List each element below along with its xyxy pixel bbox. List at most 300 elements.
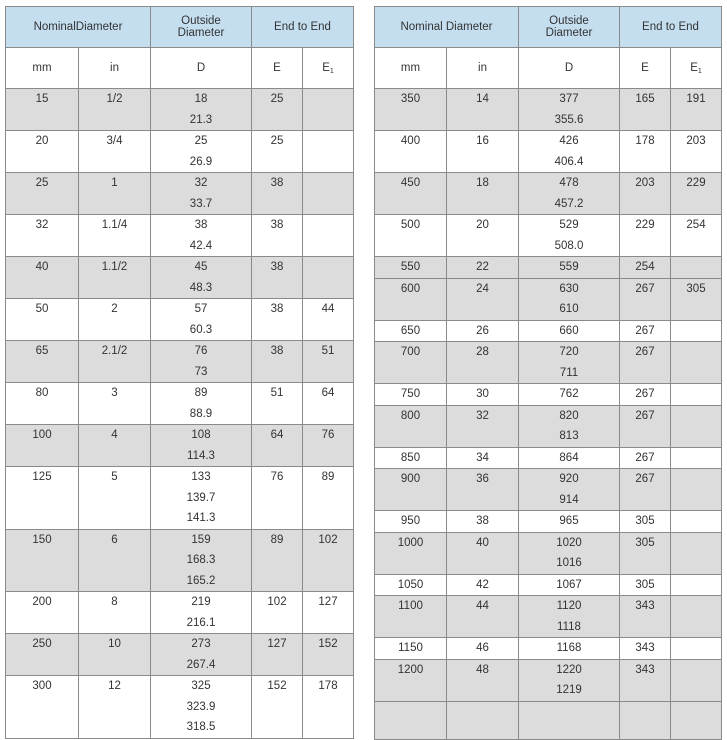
cell-in-value: 22 bbox=[476, 261, 489, 273]
cell-in-value: 16 bbox=[476, 135, 489, 147]
cell-in-value: 3/4 bbox=[106, 135, 123, 147]
cell-e1-value: 203 bbox=[686, 135, 706, 147]
subheader-in: in bbox=[447, 48, 519, 89]
cell-e1-value: 89 bbox=[321, 471, 335, 483]
cell-e bbox=[252, 529, 303, 592]
cell-e bbox=[252, 89, 303, 131]
cell-e-value: 25 bbox=[270, 93, 284, 105]
table-row bbox=[375, 574, 722, 596]
cell-e1 bbox=[671, 701, 722, 739]
outside-diameter-value: 26.9 bbox=[189, 155, 213, 168]
cell-in bbox=[79, 529, 151, 592]
cell-outside-diameter bbox=[519, 469, 620, 511]
cell-mm bbox=[6, 299, 79, 341]
table-row bbox=[375, 320, 722, 342]
cell-mm bbox=[6, 634, 79, 676]
cell-mm bbox=[375, 131, 447, 173]
cell-e1-value: 127 bbox=[318, 596, 338, 608]
cell-e bbox=[620, 131, 671, 173]
cell-e1-value: 254 bbox=[686, 219, 706, 231]
cell-outside-diameter bbox=[519, 511, 620, 533]
cell-e-value: 267 bbox=[635, 388, 655, 400]
cell-e1 bbox=[303, 341, 354, 383]
outside-diameter-value: 219 bbox=[191, 596, 211, 608]
cell-mm bbox=[375, 215, 447, 257]
cell-outside-diameter bbox=[151, 634, 252, 676]
cell-mm bbox=[6, 467, 79, 530]
outside-diameter-value: 508.0 bbox=[554, 239, 584, 252]
cell-mm-value: 250 bbox=[32, 638, 52, 650]
cell-in-value: 4 bbox=[111, 429, 118, 441]
outside-diameter-value: 57 bbox=[194, 303, 208, 315]
cell-mm bbox=[6, 173, 79, 215]
table-row bbox=[6, 299, 354, 341]
cell-e bbox=[620, 278, 671, 320]
cell-e1 bbox=[671, 131, 722, 173]
cell-e1 bbox=[303, 215, 354, 257]
table-row bbox=[375, 447, 722, 469]
header-outside-line2: Diameter bbox=[177, 27, 225, 39]
cell-e1 bbox=[303, 529, 354, 592]
cell-mm bbox=[375, 257, 447, 279]
cell-mm-value: 65 bbox=[35, 345, 49, 357]
cell-mm-value: 700 bbox=[400, 346, 421, 358]
outside-diameter-value: 89 bbox=[194, 387, 208, 399]
cell-e bbox=[252, 215, 303, 257]
cell-in bbox=[447, 342, 519, 384]
cell-mm bbox=[375, 469, 447, 511]
cell-in bbox=[79, 467, 151, 530]
cell-e-value: 165 bbox=[635, 93, 655, 105]
cell-e-value: 51 bbox=[270, 387, 284, 399]
cell-in bbox=[447, 659, 519, 701]
cell-e1 bbox=[671, 659, 722, 701]
cell-mm-value: 80 bbox=[35, 387, 49, 399]
outside-diameter-value: 88.9 bbox=[189, 407, 213, 420]
cell-outside-diameter bbox=[151, 131, 252, 173]
cell-e bbox=[620, 701, 671, 739]
cell-in bbox=[79, 299, 151, 341]
cell-in-value: 18 bbox=[476, 177, 489, 189]
cell-in-value: 38 bbox=[476, 515, 489, 527]
cell-in bbox=[79, 257, 151, 299]
cell-mm bbox=[375, 511, 447, 533]
cell-e bbox=[252, 341, 303, 383]
cell-e1-value: 305 bbox=[686, 282, 706, 295]
outside-diameter-value: 323.9 bbox=[186, 700, 216, 713]
outside-diameter-value: 76 bbox=[194, 345, 208, 357]
outside-diameter-value: 711 bbox=[559, 366, 579, 379]
outside-diameter-value: 630 bbox=[559, 282, 579, 295]
cell-e1 bbox=[671, 638, 722, 660]
cell-in-value: 1 bbox=[111, 177, 118, 189]
table-row bbox=[375, 405, 722, 447]
table-row bbox=[6, 425, 354, 467]
cell-mm bbox=[375, 659, 447, 701]
cell-e1 bbox=[671, 257, 722, 279]
table-body bbox=[6, 89, 354, 739]
cell-e-value: 38 bbox=[270, 261, 284, 273]
cell-mm-value: 32 bbox=[35, 219, 49, 231]
outside-diameter-value: 165.2 bbox=[186, 574, 216, 587]
cell-outside-diameter bbox=[151, 341, 252, 383]
cell-in bbox=[447, 320, 519, 342]
outside-diameter-value: 45 bbox=[194, 261, 208, 273]
cell-e-value: 25 bbox=[270, 135, 284, 147]
header-end-to-end: End to End bbox=[620, 7, 722, 48]
subheader-d: D bbox=[151, 48, 252, 89]
header-nominal-diameter: Nominal Diameter bbox=[375, 7, 519, 48]
cell-e1 bbox=[671, 278, 722, 320]
cell-e1 bbox=[303, 299, 354, 341]
outside-diameter-value: 267.4 bbox=[186, 658, 216, 671]
outside-diameter-value: 33.7 bbox=[189, 197, 213, 210]
cell-mm-value: 125 bbox=[32, 471, 52, 483]
cell-e-value: 102 bbox=[267, 596, 287, 608]
subheader-e1-subscript: 1 bbox=[697, 67, 702, 75]
cell-e-value: 267 bbox=[635, 346, 655, 358]
outside-diameter-value: 273 bbox=[191, 638, 211, 650]
cell-e bbox=[252, 173, 303, 215]
cell-in bbox=[447, 257, 519, 279]
table-row bbox=[375, 215, 722, 257]
cell-in bbox=[447, 532, 519, 574]
cell-in-value: 1/2 bbox=[106, 93, 123, 105]
outside-diameter-value: 139.7 bbox=[186, 491, 216, 504]
outside-diameter-value: 914 bbox=[559, 493, 579, 506]
cell-e bbox=[620, 384, 671, 406]
table-row bbox=[6, 529, 354, 592]
cell-mm-value: 600 bbox=[400, 282, 421, 295]
cell-e1-value: 152 bbox=[318, 638, 338, 650]
outside-diameter-value: 720 bbox=[559, 346, 579, 358]
outside-diameter-value: 38 bbox=[194, 219, 208, 231]
cell-outside-diameter bbox=[519, 659, 620, 701]
cell-in bbox=[79, 634, 151, 676]
cell-e1 bbox=[671, 384, 722, 406]
cell-mm-value: 40 bbox=[35, 261, 49, 273]
cell-e bbox=[620, 405, 671, 447]
table-row bbox=[375, 257, 722, 279]
cell-mm bbox=[6, 89, 79, 131]
cell-in bbox=[447, 278, 519, 320]
cell-mm bbox=[6, 341, 79, 383]
outside-diameter-value: 406.4 bbox=[554, 155, 584, 168]
cell-in bbox=[447, 384, 519, 406]
outside-diameter-value: 529 bbox=[559, 219, 579, 231]
outside-diameter-value: 133 bbox=[191, 471, 211, 483]
cell-e-value: 305 bbox=[635, 536, 655, 549]
cell-mm bbox=[6, 529, 79, 592]
table-row bbox=[6, 257, 354, 299]
cell-e-value: 267 bbox=[635, 324, 655, 337]
cell-outside-diameter bbox=[151, 173, 252, 215]
outside-diameter-value: 1020 bbox=[556, 536, 582, 549]
cell-mm-value: 1100 bbox=[398, 600, 423, 612]
dimension-table-small-sizes bbox=[5, 6, 354, 739]
cell-e1-value: 191 bbox=[686, 93, 706, 105]
table-row bbox=[6, 467, 354, 530]
table-header-row bbox=[375, 7, 722, 48]
table-row bbox=[375, 638, 722, 660]
subheader-e: E bbox=[620, 48, 671, 89]
cell-e1 bbox=[303, 592, 354, 634]
table-subheader-row bbox=[375, 48, 722, 89]
cell-e bbox=[252, 676, 303, 739]
cell-outside-diameter bbox=[151, 592, 252, 634]
cell-outside-diameter bbox=[151, 676, 252, 739]
cell-in bbox=[447, 447, 519, 469]
cell-e-value: 305 bbox=[635, 515, 655, 527]
cell-outside-diameter bbox=[519, 384, 620, 406]
cell-e1-value: 76 bbox=[321, 429, 335, 441]
cell-e bbox=[252, 634, 303, 676]
cell-e1-value: 51 bbox=[321, 345, 335, 357]
cell-in-value: 40 bbox=[476, 536, 489, 549]
cell-in-value: 12 bbox=[108, 680, 121, 692]
outside-diameter-value: 318.5 bbox=[186, 721, 216, 733]
outside-diameter-value: 42.4 bbox=[189, 239, 213, 252]
outside-diameter-value: 355.6 bbox=[554, 113, 584, 126]
outside-diameter-value: 1220 bbox=[556, 663, 582, 676]
cell-e-value: 305 bbox=[635, 578, 655, 591]
cell-in bbox=[79, 89, 151, 131]
cell-in bbox=[447, 469, 519, 511]
cell-mm bbox=[375, 574, 447, 596]
cell-e-value: 267 bbox=[635, 473, 655, 485]
outside-diameter-value: 820 bbox=[559, 409, 579, 422]
table-row bbox=[6, 341, 354, 383]
cell-in-value: 10 bbox=[108, 638, 121, 650]
cell-e bbox=[252, 299, 303, 341]
cell-in bbox=[79, 383, 151, 425]
outside-diameter-value: 48.3 bbox=[189, 281, 213, 294]
cell-e1 bbox=[671, 342, 722, 384]
outside-diameter-value: 168.3 bbox=[186, 554, 216, 566]
cell-in bbox=[79, 676, 151, 739]
cell-mm bbox=[375, 701, 447, 739]
cell-e-value: 152 bbox=[267, 680, 287, 692]
cell-mm-value: 900 bbox=[400, 473, 421, 485]
cell-e1 bbox=[303, 173, 354, 215]
cell-mm bbox=[375, 384, 447, 406]
cell-e1 bbox=[671, 511, 722, 533]
outside-diameter-value: 25 bbox=[194, 135, 208, 147]
cell-in bbox=[447, 173, 519, 215]
cell-mm-value: 750 bbox=[400, 388, 421, 400]
cell-e-value: 178 bbox=[635, 135, 655, 147]
cell-mm-value: 150 bbox=[32, 533, 52, 546]
table-row bbox=[375, 89, 722, 131]
outside-diameter-value: 21.3 bbox=[189, 113, 213, 126]
cell-mm bbox=[375, 278, 447, 320]
cell-outside-diameter bbox=[519, 447, 620, 469]
cell-in-value: 42 bbox=[476, 578, 489, 591]
cell-mm-value: 200 bbox=[32, 596, 52, 608]
cell-in bbox=[447, 701, 519, 739]
cell-mm-value: 350 bbox=[400, 93, 421, 105]
outside-diameter-value: 1118 bbox=[557, 620, 581, 633]
cell-e bbox=[252, 592, 303, 634]
cell-in-value: 44 bbox=[476, 600, 489, 612]
table-row bbox=[375, 469, 722, 511]
dimension-table-large-sizes bbox=[374, 6, 722, 740]
cell-in-value: 2 bbox=[111, 303, 118, 315]
cell-in-value: 3 bbox=[111, 387, 118, 399]
outside-diameter-value: 762 bbox=[559, 388, 579, 400]
cell-in-value: 46 bbox=[476, 642, 489, 654]
cell-in bbox=[447, 405, 519, 447]
outside-diameter-value: 1067 bbox=[556, 578, 582, 591]
cell-in bbox=[447, 89, 519, 131]
cell-e1 bbox=[671, 469, 722, 511]
cell-e-value: 127 bbox=[267, 638, 287, 650]
cell-e1 bbox=[671, 532, 722, 574]
cell-e-value: 229 bbox=[635, 219, 655, 231]
cell-e bbox=[620, 89, 671, 131]
subheader-mm: mm bbox=[6, 48, 79, 89]
cell-e-value: 76 bbox=[270, 471, 284, 483]
cell-mm bbox=[375, 447, 447, 469]
cell-e1-value: 178 bbox=[318, 680, 338, 692]
cell-mm-value: 15 bbox=[35, 93, 49, 105]
outside-diameter-value: 159 bbox=[191, 533, 211, 546]
table-body bbox=[375, 89, 722, 740]
table-row bbox=[375, 278, 722, 320]
cell-e bbox=[620, 320, 671, 342]
table-subheader-row bbox=[6, 48, 354, 89]
subheader-e1 bbox=[303, 48, 354, 89]
outside-diameter-value: 18 bbox=[194, 93, 208, 105]
cell-e-value: 254 bbox=[635, 261, 655, 273]
cell-mm-value: 550 bbox=[400, 261, 421, 273]
cell-e-value: 38 bbox=[270, 303, 284, 315]
cell-in bbox=[447, 638, 519, 660]
subheader-e1-label: E bbox=[690, 61, 698, 74]
cell-e1 bbox=[671, 215, 722, 257]
cell-mm bbox=[6, 215, 79, 257]
cell-e bbox=[620, 638, 671, 660]
table-row bbox=[375, 384, 722, 406]
cell-e1 bbox=[303, 634, 354, 676]
cell-e bbox=[620, 469, 671, 511]
cell-in bbox=[79, 425, 151, 467]
outside-diameter-value: 73 bbox=[194, 365, 208, 378]
cell-e1-value: 44 bbox=[321, 303, 335, 315]
table-row bbox=[6, 215, 354, 257]
table-row bbox=[375, 596, 722, 638]
cell-in-value: 28 bbox=[476, 346, 489, 358]
cell-in-value: 26 bbox=[476, 324, 489, 337]
cell-outside-diameter bbox=[519, 320, 620, 342]
cell-mm-value: 850 bbox=[400, 451, 421, 464]
table-header-row bbox=[6, 7, 354, 48]
outside-diameter-value: 60.3 bbox=[189, 323, 213, 336]
table-row bbox=[375, 131, 722, 173]
cell-in-value: 34 bbox=[476, 451, 489, 464]
cell-in bbox=[79, 592, 151, 634]
cell-in bbox=[79, 173, 151, 215]
cell-in-value: 2.1/2 bbox=[101, 345, 128, 357]
outside-diameter-value: 920 bbox=[559, 473, 579, 485]
subheader-mm: mm bbox=[375, 48, 447, 89]
cell-outside-diameter bbox=[151, 257, 252, 299]
cell-mm bbox=[6, 676, 79, 739]
outside-diameter-value: 559 bbox=[559, 261, 579, 273]
cell-outside-diameter bbox=[519, 701, 620, 739]
cell-mm-value: 800 bbox=[400, 409, 421, 422]
cell-outside-diameter bbox=[151, 467, 252, 530]
cell-outside-diameter bbox=[151, 425, 252, 467]
cell-e bbox=[620, 342, 671, 384]
cell-outside-diameter bbox=[519, 173, 620, 215]
table-row bbox=[6, 131, 354, 173]
cell-mm-value: 500 bbox=[400, 219, 421, 231]
outside-diameter-value: 1219 bbox=[556, 684, 582, 696]
cell-mm-value: 1000 bbox=[397, 536, 424, 549]
cell-mm-value: 1150 bbox=[398, 642, 423, 654]
cell-in bbox=[447, 215, 519, 257]
header-outside-line1: Outside bbox=[549, 15, 589, 27]
header-outside-diameter bbox=[519, 7, 620, 48]
header-nominal-diameter: NominalDiameter bbox=[6, 7, 151, 48]
outside-diameter-value: 965 bbox=[559, 515, 579, 527]
cell-e-value: 64 bbox=[270, 429, 284, 441]
cell-outside-diameter bbox=[519, 278, 620, 320]
cell-e1 bbox=[671, 320, 722, 342]
cell-e-value: 267 bbox=[635, 451, 655, 464]
cell-e1 bbox=[671, 447, 722, 469]
cell-e-value: 343 bbox=[635, 600, 655, 612]
cell-outside-diameter bbox=[151, 89, 252, 131]
table-row bbox=[6, 173, 354, 215]
table-row bbox=[375, 511, 722, 533]
header-end-to-end: End to End bbox=[252, 7, 354, 48]
cell-mm bbox=[375, 89, 447, 131]
cell-in-value: 5 bbox=[111, 471, 118, 483]
cell-mm-value: 450 bbox=[400, 177, 421, 189]
cell-e-value: 343 bbox=[635, 663, 655, 676]
cell-mm bbox=[375, 596, 447, 638]
cell-outside-diameter bbox=[519, 638, 620, 660]
outside-diameter-value: 660 bbox=[559, 324, 579, 337]
cell-in bbox=[447, 511, 519, 533]
outside-diameter-value: 610 bbox=[559, 303, 579, 315]
cell-e bbox=[252, 383, 303, 425]
cell-e1-value: 229 bbox=[686, 177, 706, 189]
cell-outside-diameter bbox=[519, 89, 620, 131]
table-row bbox=[6, 634, 354, 676]
cell-outside-diameter bbox=[519, 405, 620, 447]
cell-e-value: 267 bbox=[635, 282, 655, 295]
cell-e bbox=[252, 425, 303, 467]
cell-in bbox=[447, 131, 519, 173]
outside-diameter-value: 141.3 bbox=[186, 512, 216, 524]
cell-e1 bbox=[303, 467, 354, 530]
outside-diameter-value: 457.2 bbox=[554, 197, 584, 210]
header-outside-diameter bbox=[151, 7, 252, 48]
header-outside-line2: Diameter bbox=[545, 27, 593, 39]
cell-outside-diameter bbox=[519, 131, 620, 173]
cell-in bbox=[79, 131, 151, 173]
outside-diameter-value: 426 bbox=[559, 135, 579, 147]
outside-diameter-value: 1016 bbox=[556, 557, 582, 569]
outside-diameter-value: 114.3 bbox=[187, 449, 215, 462]
subheader-e1-subscript: 1 bbox=[329, 67, 334, 75]
header-outside-line1: Outside bbox=[181, 15, 221, 27]
cell-in-value: 20 bbox=[476, 219, 489, 231]
cell-e bbox=[620, 215, 671, 257]
